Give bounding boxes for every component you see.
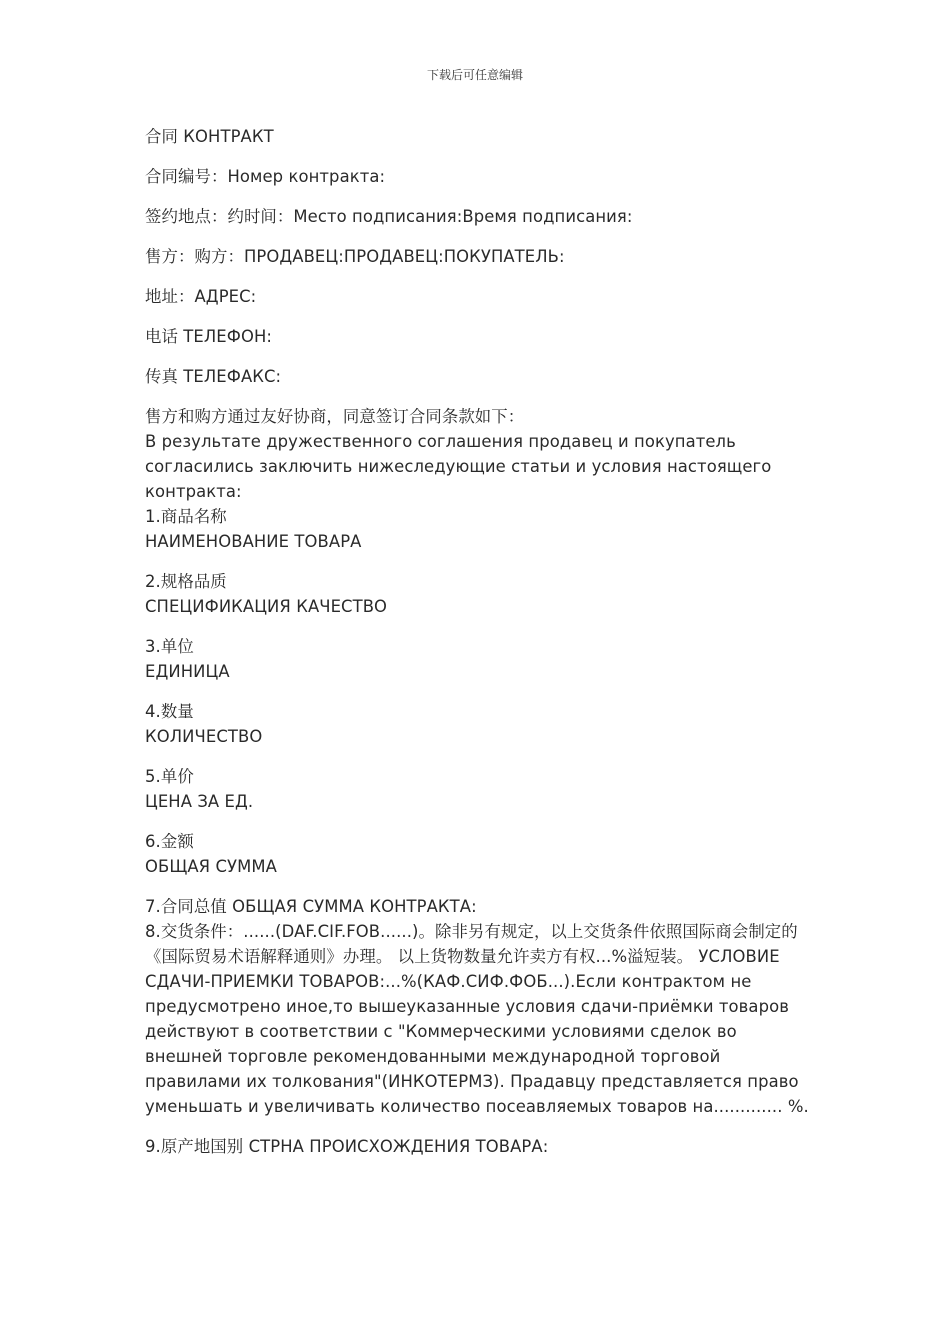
telephone-field: 电话 ТЕЛЕФОН: (145, 327, 272, 346)
item-5-label: 5.单价 (145, 767, 194, 786)
item-4-value: КОЛИЧЕСТВО (145, 727, 263, 746)
item-2-label: 2.规格品质 (145, 572, 227, 591)
item-8-delivery-terms: 8.交货条件：......(DAF.CIF.FOB......)。除非另有规定，以上交货条件依照国际商会制定的《国际贸易术语解释通则》办理。 以上货物数量允许卖方有权...%溢短装。 УСЛОВИЕ СДАЧИ-ПРИЕМКИ ТОВАРОВ:...%(КАФ.СИФ.ФОБ...).Если контрактом не предусмотрено иное,то вышеуказанные условия сдачи-приёмки товаров действуют в соответствии с "Коммерческими условиями сделок во внешней торговле рекомендованными международной торговой правилами их толкования"(ИНКОТЕРМЗ). Прадавцу представляется право уменьшать и увеличивать количество посеавляемых товаров на............. %. (145, 922, 809, 1116)
address-field: 地址：АДРЕС: (145, 287, 257, 306)
telefax-field: 传真 ТЕЛЕФАКС: (145, 367, 282, 386)
contract-number-field: 合同编号：Номер контракта: (145, 167, 386, 186)
preamble-chinese: 售方和购方通过友好协商，同意签订合同条款如下： (145, 407, 525, 426)
item-4-label: 4.数量 (145, 702, 194, 721)
item-3-value: ЕДИНИЦА (145, 662, 230, 681)
item-9-country-of-origin: 9.原产地国别 СТРНА ПРОИСХОЖДЕНИЯ ТОВАРА: (145, 1137, 549, 1156)
parties-field: 售方：购方：ПРОДАВЕЦ:ПРОДАВЕЦ:ПОКУПАТЕЛЬ: (145, 247, 565, 266)
item-6-label: 6.金额 (145, 832, 194, 851)
item-3-label: 3.单位 (145, 637, 194, 656)
item-5-value: ЦЕНА ЗА ЕД. (145, 792, 254, 811)
page-header: 下载后可任意编辑 (426, 68, 523, 82)
item-1-label: 1.商品名称 (145, 507, 227, 526)
item-2-value: СПЕЦИФИКАЦИЯ КАЧЕСТВО (145, 597, 388, 616)
contract-body (145, 124, 810, 1159)
item-6-value: ОБЩАЯ СУММА (145, 857, 277, 876)
contract-title: 合同 КОНТРАКТ (145, 127, 274, 146)
signing-place-time-field: 签约地点：约时间：Место подписания:Время подписания: (145, 207, 633, 226)
item-7-total-value: 7.合同总值 ОБЩАЯ СУММА КОНТРАКТА: (145, 897, 477, 916)
item-1-value: НАИМЕНОВАНИЕ ТОВАРА (145, 532, 362, 551)
preamble-russian: В результате дружественного соглашения продавец и покупатель согласились заключить нижеследующие статьи и условия настоящего контракта: (145, 432, 772, 501)
